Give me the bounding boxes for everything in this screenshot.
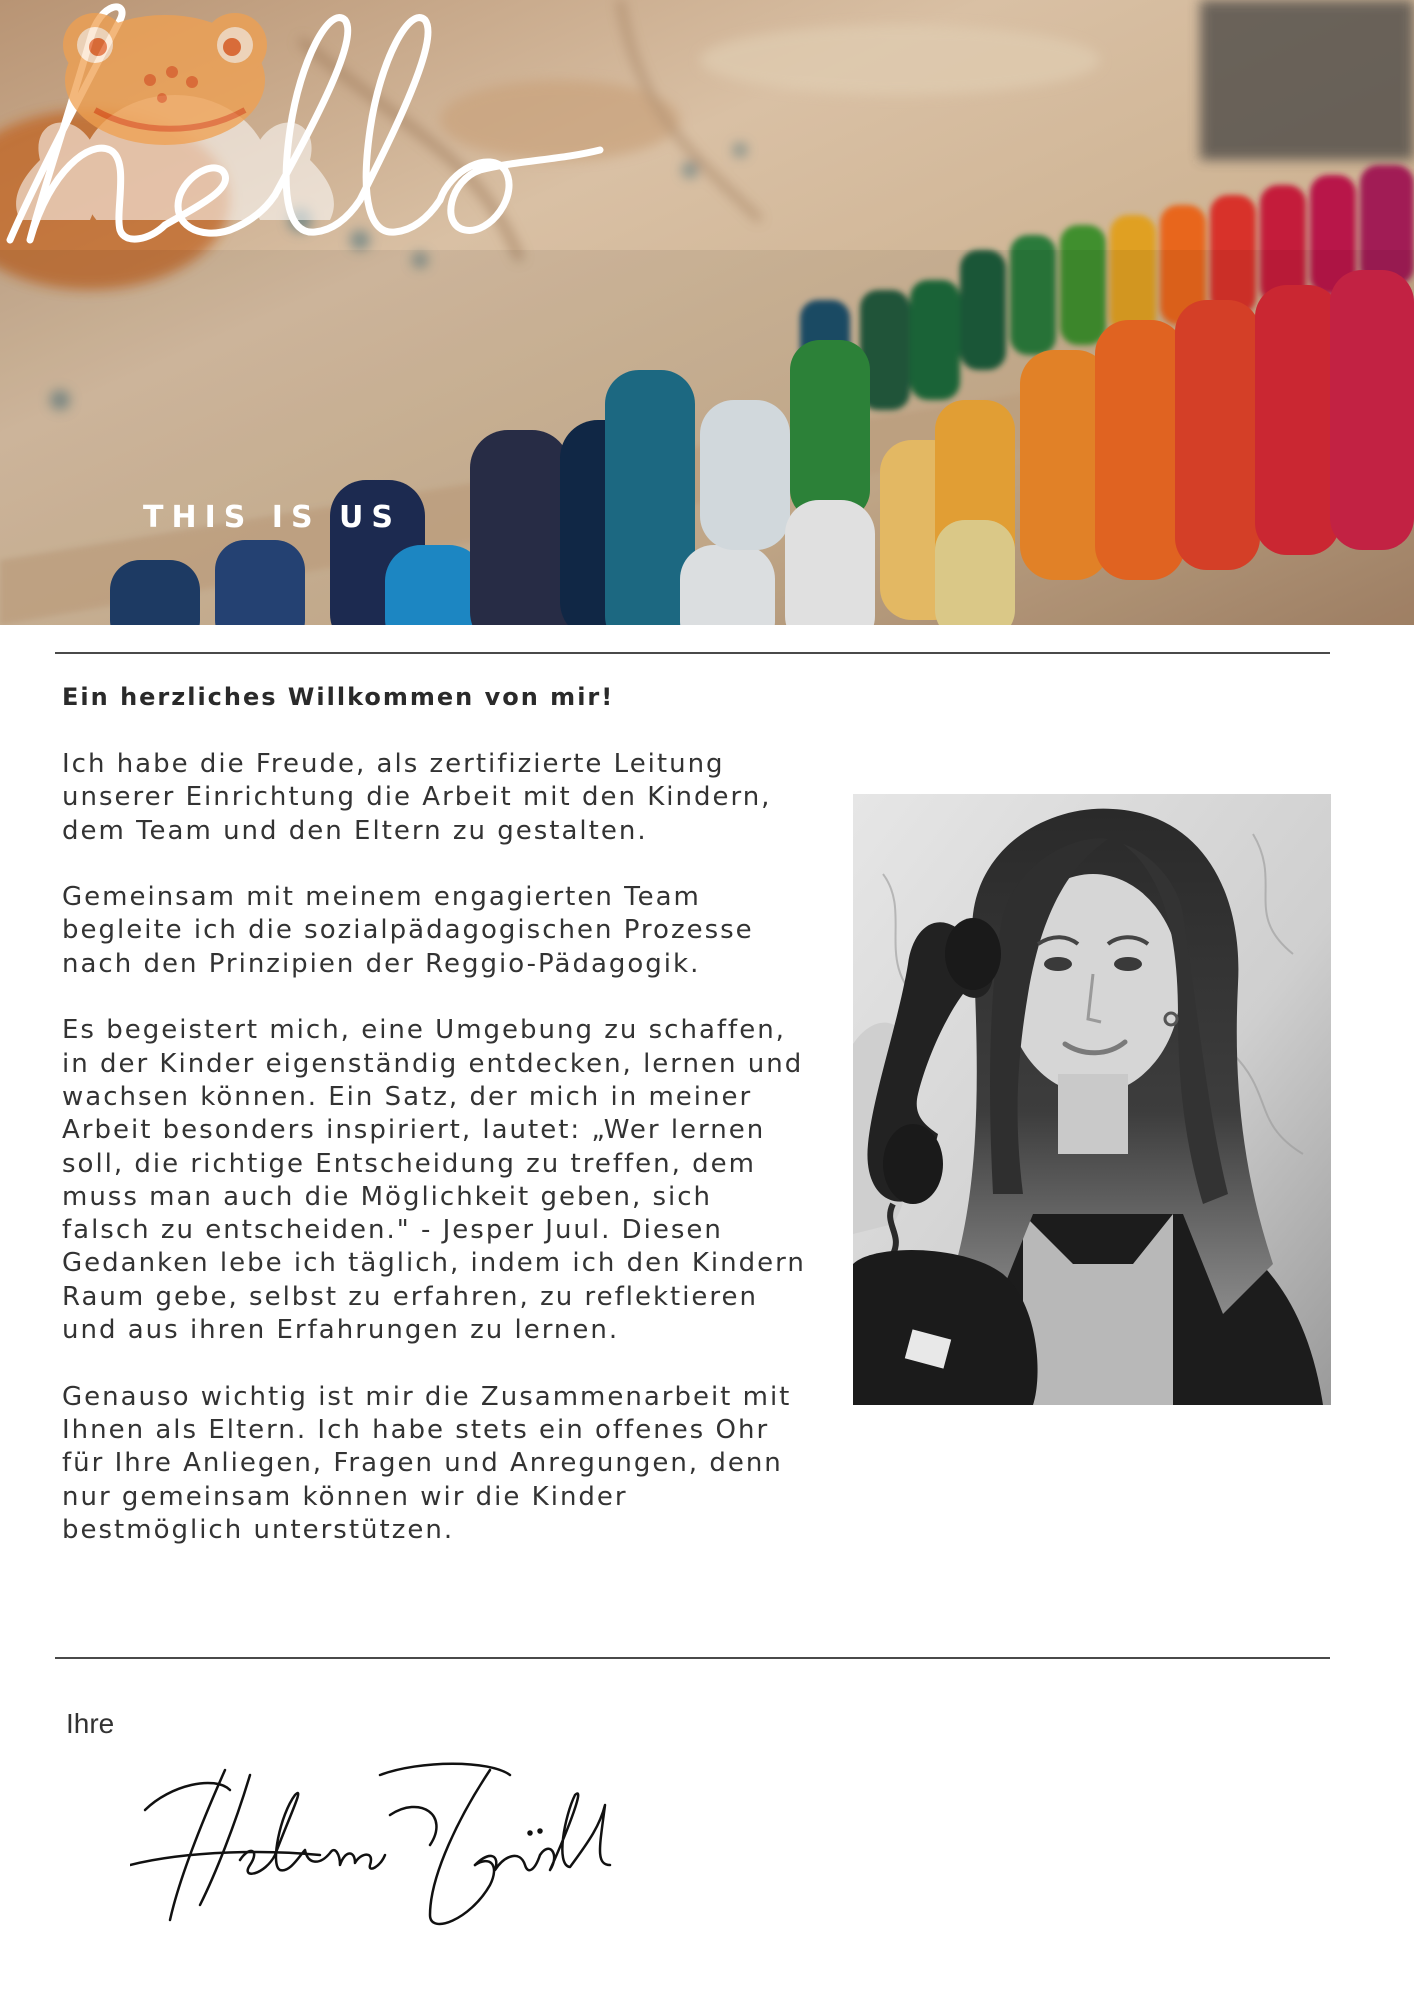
handwritten-signature (130, 1755, 690, 1935)
paragraph-team: Gemeinsam mit meinem engagierten Team begleite ich die sozialpädagogischen Prozesse nach den Prinzipien der Reggio-Pädagogik. (62, 882, 754, 979)
closing-word: Ihre (66, 1708, 115, 1739)
paragraph-philosophy: Es begeistert mich, eine Umgebung zu schaffen, in der Kinder eigenständig entdecken, lernen und wachsen können. Ein Satz, der mich in meiner Arbeit besonders inspiriert, lautet: „Wer lernen soll, die richtige Entscheidung zu treffen, dem muss man auch die Möglichkeit geben, sich falsch zu entscheiden." - Jesper Juul. Diesen Gedanken lebe ich täglich, indem ich den Kindern Raum gebe, selbst zu erfahren, zu reflektieren und aus ihren Erfahrungen zu lernen. (62, 1015, 806, 1346)
letter-heading: Ein herzliches Willkommen von mir! (62, 683, 615, 711)
tagline: THIS IS US (143, 500, 401, 535)
frog-logo-icon (0, 0, 350, 220)
paragraph-parents: Genauso wichtig ist mir die Zusammenarbeit mit Ihnen als Eltern. Ich habe stets ein offenes Ohr für Ihre Anliegen, Fragen und Anregungen, denn nur gemeinsam können wir die Kinder bestmöglich unterstützen. (62, 1381, 792, 1545)
portrait-photo (853, 794, 1331, 1405)
bottom-divider (55, 1657, 1330, 1659)
letter-body (62, 748, 807, 1547)
paragraph-intro: Ich habe die Freude, als zertifizierte Leitung unserer Einrichtung die Arbeit mit den Kindern, dem Team und den Eltern zu gestalten. (62, 749, 772, 846)
top-divider (55, 652, 1330, 654)
header-banner (0, 0, 1414, 625)
